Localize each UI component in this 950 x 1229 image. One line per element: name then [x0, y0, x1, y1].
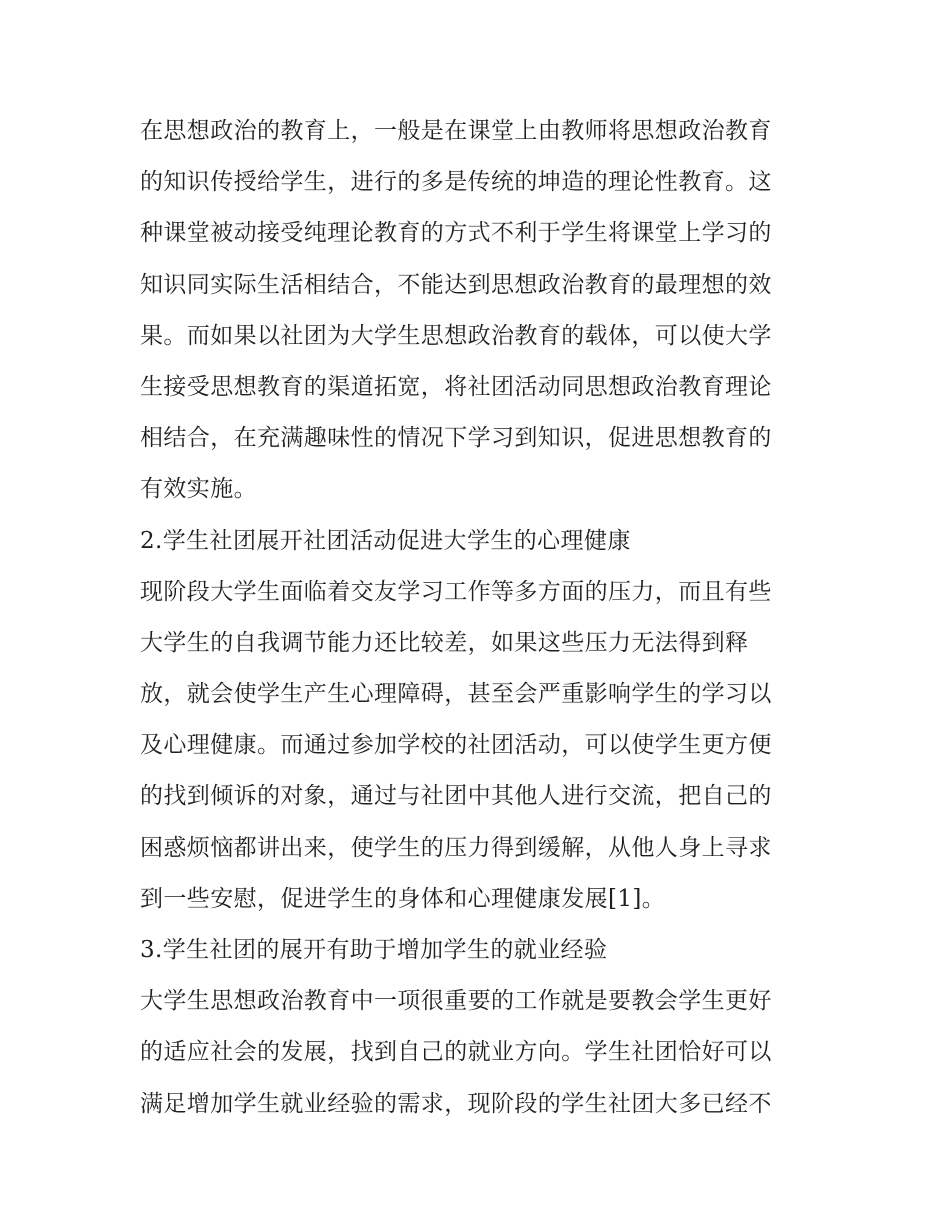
paragraph-line: 在思想政治的教育上，一般是在课堂上由教师将思想政治教育: [140, 118, 772, 144]
section-heading: 3.学生社团的展开有助于增加学生的就业经验: [140, 937, 608, 963]
paragraph-line: 大学生的自我调节能力还比较差，如果这些压力无法得到释: [140, 629, 749, 656]
paragraph-line: 大学生思想政治教育中一项很重要的工作就是要教会学生更好: [140, 988, 772, 1015]
section-heading: 2.学生社团展开社团活动促进大学生的心理健康: [140, 527, 631, 554]
paragraph-line: 有效实施。: [140, 476, 257, 503]
paragraph-line: 知识同实际生活相结合，不能达到思想政治教育的最理想的效: [140, 271, 772, 298]
paragraph-line: 困惑烦恼都讲出来，使学生的压力得到缓解，从他人身上寻求: [140, 834, 772, 861]
paragraph-line: 现阶段大学生面临着交友学习工作等多方面的压力，而且有些: [140, 578, 772, 605]
paragraph-line: 及心理健康。而通过参加学校的社团活动，可以使学生更方便: [140, 732, 772, 759]
paragraph-line: 的找到倾诉的对象，通过与社团中其他人进行交流，把自己的: [140, 783, 772, 810]
paragraph-line: 的知识传授给学生，进行的多是传统的坤造的理论性教育。这: [140, 169, 772, 196]
paragraph-line: 相结合，在充满趣味性的情况下学习到知识，促进思想教育的: [140, 425, 772, 452]
paragraph-line: 果。而如果以社团为大学生思想政治教育的载体，可以使大学: [140, 322, 772, 349]
document-body: [140, 106, 820, 1130]
paragraph-line: 满足增加学生就业经验的需求，现阶段的学生社团大多已经不: [140, 1090, 772, 1117]
paragraph-line: 放，就会使学生产生心理障碍，甚至会严重影响学生的学习以: [140, 681, 772, 708]
paragraph-line: 到一些安慰，促进学生的身体和心理健康发展[1]。: [140, 885, 666, 912]
paragraph-line: 种课堂被动接受纯理论教育的方式不利于学生将课堂上学习的: [140, 220, 772, 247]
paragraph-line: 的适应社会的发展，找到自己的就业方向。学生社团恰好可以: [140, 1039, 772, 1066]
paragraph-line: 生接受思想教育的渠道拓宽，将社团活动同思想政治教育理论: [140, 373, 772, 400]
